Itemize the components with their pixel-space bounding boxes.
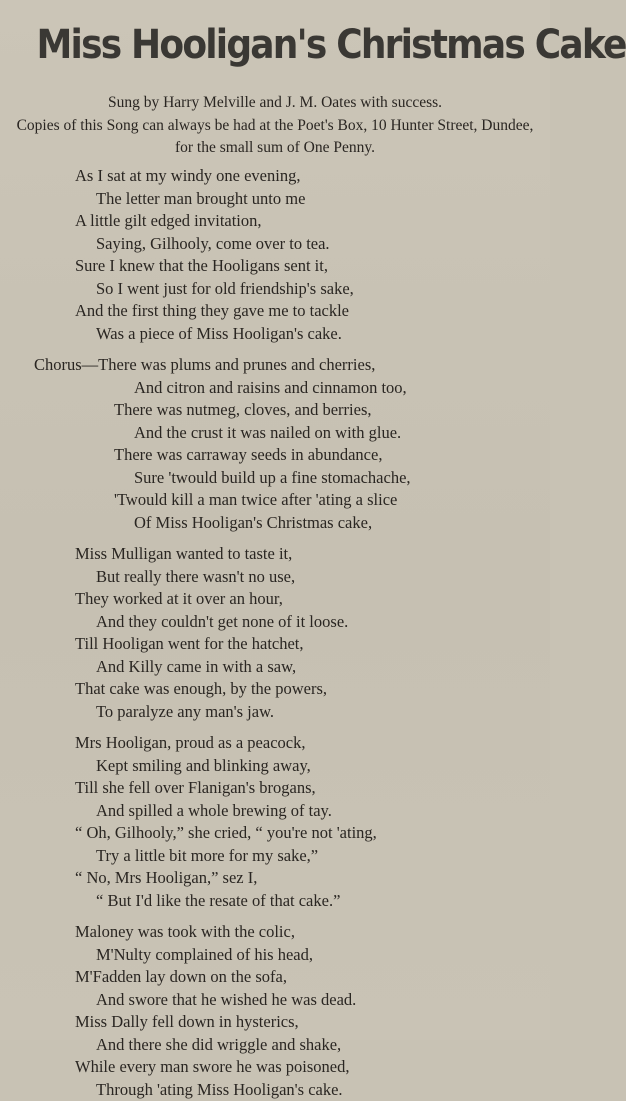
verse-line: While every man swore he was poisoned,	[10, 1056, 540, 1079]
verse-line: M'Fadden lay down on the sofa,	[10, 966, 540, 989]
verse-line: Till Hooligan went for the hatchet,	[10, 633, 540, 656]
verse-line: “ Oh, Gilhooly,” she cried, “ you're not 'ating,	[10, 822, 540, 845]
verse-line: “ But I'd like the resate of that cake.”	[10, 890, 540, 913]
verse-line: And spilled a whole brewing of tay.	[10, 800, 540, 823]
verse-line: Maloney was took with the colic,	[10, 921, 540, 944]
verse-line: Miss Dally fell down in hysterics,	[10, 1011, 540, 1034]
verse-line: Sure I knew that the Hooligans sent it,	[10, 255, 540, 278]
verse-line: Kept smiling and blinking away,	[10, 755, 540, 778]
chorus-line: Chorus—There was plums and prunes and cherries,	[10, 354, 540, 377]
verse-3	[10, 732, 540, 912]
verse-line: But really there wasn't no use,	[10, 566, 540, 589]
verse-line: Till she fell over Flanigan's brogans,	[10, 777, 540, 800]
verse-line: Try a little bit more for my sake,”	[10, 845, 540, 868]
verse-4	[10, 921, 540, 1101]
verse-line: They worked at it over an hour,	[10, 588, 540, 611]
chorus-line: And the crust it was nailed on with glue.	[10, 422, 540, 445]
chorus-line: Sure 'twould build up a fine stomachache,	[10, 467, 540, 490]
verse-line: That cake was enough, by the powers,	[10, 678, 540, 701]
verse-line: And they couldn't get none of it loose.	[10, 611, 540, 634]
verse-line: Was a piece of Miss Hooligan's cake.	[10, 323, 540, 346]
chorus-line: There was nutmeg, cloves, and berries,	[10, 399, 540, 422]
verse-2	[10, 543, 540, 723]
verse-1	[10, 165, 540, 345]
verse-line: As I sat at my windy one evening,	[10, 165, 540, 188]
chorus	[10, 354, 540, 534]
verse-line: Mrs Hooligan, proud as a peacock,	[10, 732, 540, 755]
chorus-line: And citron and raisins and cinnamon too,	[10, 377, 540, 400]
verse-line: “ No, Mrs Hooligan,” sez I,	[10, 867, 540, 890]
chorus-line: Of Miss Hooligan's Christmas cake,	[10, 512, 540, 535]
verse-line: The letter man brought unto me	[10, 188, 540, 211]
performer-credit: Sung by Harry Melville and J. M. Oates with success.	[10, 94, 540, 112]
verse-line: To paralyze any man's jaw.	[10, 701, 540, 724]
verse-line: M'Nulty complained of his head,	[10, 944, 540, 967]
verse-line: A little gilt edged invitation,	[10, 210, 540, 233]
verse-line: And the first thing they gave me to tackle	[10, 300, 540, 323]
publisher-notice: Copies of this Song can always be had at the Poet's Box, 10 Hunter Street, Dundee, for the small sum of One Penny.	[10, 115, 540, 159]
verse-line: Miss Mulligan wanted to taste it,	[10, 543, 540, 566]
verse-line: And there she did wriggle and shake,	[10, 1034, 540, 1057]
verse-line: And swore that he wished he was dead.	[10, 989, 540, 1012]
chorus-line: There was carraway seeds in abundance,	[10, 444, 540, 467]
chorus-line: 'Twould kill a man twice after 'ating a slice	[10, 489, 540, 512]
verse-line: And Killy came in with a saw,	[10, 656, 540, 679]
verse-line: So I went just for old friendship's sake,	[10, 278, 540, 301]
verse-line: Saying, Gilhooly, come over to tea.	[10, 233, 540, 256]
song-title: Miss Hooligan's Christmas Cake	[37, 6, 514, 84]
verse-line: Through 'ating Miss Hooligan's cake.	[10, 1079, 540, 1101]
